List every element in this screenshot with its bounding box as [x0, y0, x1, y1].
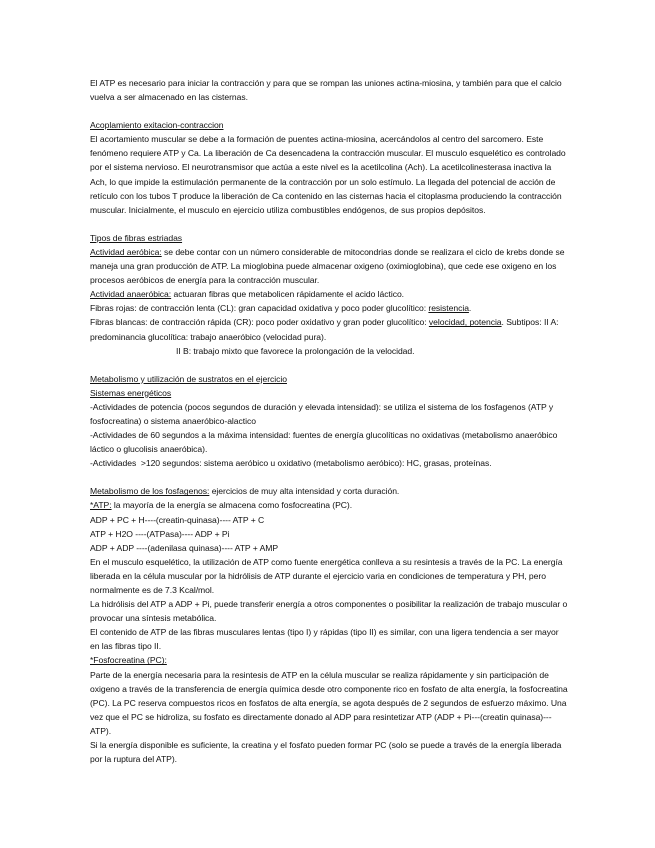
paragraph-hidrolisis: La hidrólisis del ATP a ADP + Pi, puede transferir energía a otros componentes o posibilitar la realización de trabajo muscular o provocar una síntesis metabólica.	[90, 599, 570, 624]
text-fibras-rojas: Fibras rojas: de contracción lenta (CL): gran capacidad oxidativa y poco poder glucolítico:	[90, 303, 429, 314]
paragraph-contenido-atp: El contenido de ATP de las fibras musculares lentas (tipo I) y rápidas (tipo II) es similar, con una ligera tendencia a ser mayor en las fibras tipo II.	[90, 627, 561, 652]
label-aerobica: Actividad aeróbica:	[90, 246, 162, 257]
section-heading-metabolismo: Metabolismo y utilización de sustratos en el ejercicio	[90, 373, 287, 384]
paragraph-fibras-rojas	[90, 301, 570, 315]
text-aerobica: se debe contar con un número considerable de mitocondrias donde se realizara el ciclo de krebs donde se maneja una gran producción de ATP. La mioglobina puede almacenar oxigeno (oximioglobina), que cede ese oxigeno en los procesos aeróbicos de energía para la contracción muscular.	[90, 246, 567, 286]
paragraph-energia-disponible: Si la energía disponible es suficiente, la creatina y el fosfato pueden formar PC (solo se puede a través de la energía liberada por la ruptura del ATP).	[90, 740, 564, 765]
paragraph-aerobica	[90, 245, 570, 287]
paragraph-resintesis: En el musculo esquelético, la utilización de ATP como fuente energética conlleva a su resintesis a través de la PC. La energía liberada en la célula muscular por la hidrólisis de ATP durante el ejercicio varia en condiciones de temperatura y PH, pero normalmente es de 7.3 Kcal/mol.	[90, 556, 565, 595]
label-fosfocreatina: *Fosfocreatina (PC):	[90, 655, 167, 666]
section-heading-fibras: Tipos de fibras estriadas	[90, 232, 183, 243]
section-heading-fosfagenos: Metabolismo de los fosfagenos:	[90, 486, 210, 497]
paragraph-acoplamiento: El acortamiento muscular se debe a la formación de puentes actina-miosina, acercándolos al centro del sarcomero. Este fenómeno requiere ATP y Ca. La liberación de Ca desencadena la contracción muscular. El musculo esquelético es controlado por el sistema nervioso. El neurotransmisor que actúa a este nivel es la acetilcolina (Ach). La acetilcolinesterasa inactiva la Ach, lo que impide la estimulación permanente de la contracción por un solo estímulo. La llegada del potencial de acción de retículo con los tubos T produce la liberación de Ca contenido en las cisternas hacia el citoplasma produciendo la contracción muscular. Inicialmente, el musculo en ejercicio utiliza combustibles endógenos, de sus propios depósitos.	[90, 134, 568, 215]
highlight-velocidad-potencia: velocidad, potencia	[428, 317, 502, 328]
text-fosfagenos: ejercicios de muy alta intensidad y corta duración.	[209, 486, 400, 497]
text-anaerobica: actuaran fibras que metabolicen rápidamente el acido láctico.	[171, 289, 405, 300]
list-item-60-segundos: -Actividades de 60 segundos a la máxima intensidad: fuentes de energía glucolíticas no oxidativas (metabolismo anaeróbico láctico o glucolisis anaeróbica).	[90, 430, 560, 455]
equation-1: ADP + PC + H----(creatin-quinasa)---- ATP + C	[90, 514, 265, 525]
equation-2: ATP + H2O ----(ATPasa)---- ADP + Pi	[90, 528, 230, 539]
paragraph-fosfocreatina: Parte de la energía necesaria para la resintesis de ATP en la célula muscular se realiza rápidamente y sin participación de oxigeno a través de la transferencia de energía química desde otro componente rico en fosfato de alta energía, la fosfocreatina (PC). La PC reserva compuestos ricos en fosfatos de alta energía, se agota después de 2 segundos de esfuerzo máximo. Una vez que el PC se hidroliza, su fosfato es directamente donado al ADP para resintetizar ATP (ADP + Pi---(creatin quinasa)--- ATP).	[90, 669, 570, 736]
highlight-resistencia: resistencia	[428, 303, 469, 314]
subheading-sistemas: Sistemas energéticos	[90, 387, 172, 398]
section-heading-acoplamiento: Acoplamiento exitacion-contraccion	[90, 120, 224, 131]
paragraph-subtipo-iib: II B: trabajo mixto que favorece la prolongación de la velocidad.	[176, 345, 415, 356]
equation-3: ADP + ADP ----(adenilasa quinasa)---- ATP + AMP	[90, 542, 279, 553]
paragraph-anaerobica	[90, 287, 570, 301]
section-heading-fosfagenos-line	[90, 484, 570, 498]
text-fibras-blancas: Fibras blancas: de contracción rápida (CR): poco poder oxidativo y gran poder glucolítico:	[90, 317, 429, 328]
text-atp: la mayoría de la energía se almacena como fosfocreatina (PC).	[111, 500, 353, 511]
label-atp: *ATP:	[90, 500, 112, 511]
text-fibras-blancas-end: . Subtipos: II A: predominancia glucolítica: trabajo anaeróbico (velocidad pura).	[90, 317, 561, 342]
paragraph-fibras-blancas	[90, 315, 570, 343]
label-anaerobica: Actividad anaeróbica:	[90, 289, 172, 300]
intro-paragraph: El ATP es necesario para iniciar la contracción y para que se rompan las uniones actina-miosina, y también para que el calcio vuelva a ser almacenado en las cisternas.	[90, 78, 564, 103]
list-item-potencia: -Actividades de potencia (pocos segundos de duración y elevada intensidad): se utiliza el sistema de los fosfagenos (ATP y fosfocreatina) o sistema anaeróbico-alactico	[90, 401, 556, 426]
paragraph-atp	[90, 498, 570, 512]
document-body	[90, 76, 570, 766]
text-fibras-rojas-end: .	[468, 303, 472, 314]
list-item-120-segundos: -Actividades >120 segundos: sistema aeróbico u oxidativo (metabolismo aeróbico): HC, grasas, proteínas.	[90, 458, 492, 469]
